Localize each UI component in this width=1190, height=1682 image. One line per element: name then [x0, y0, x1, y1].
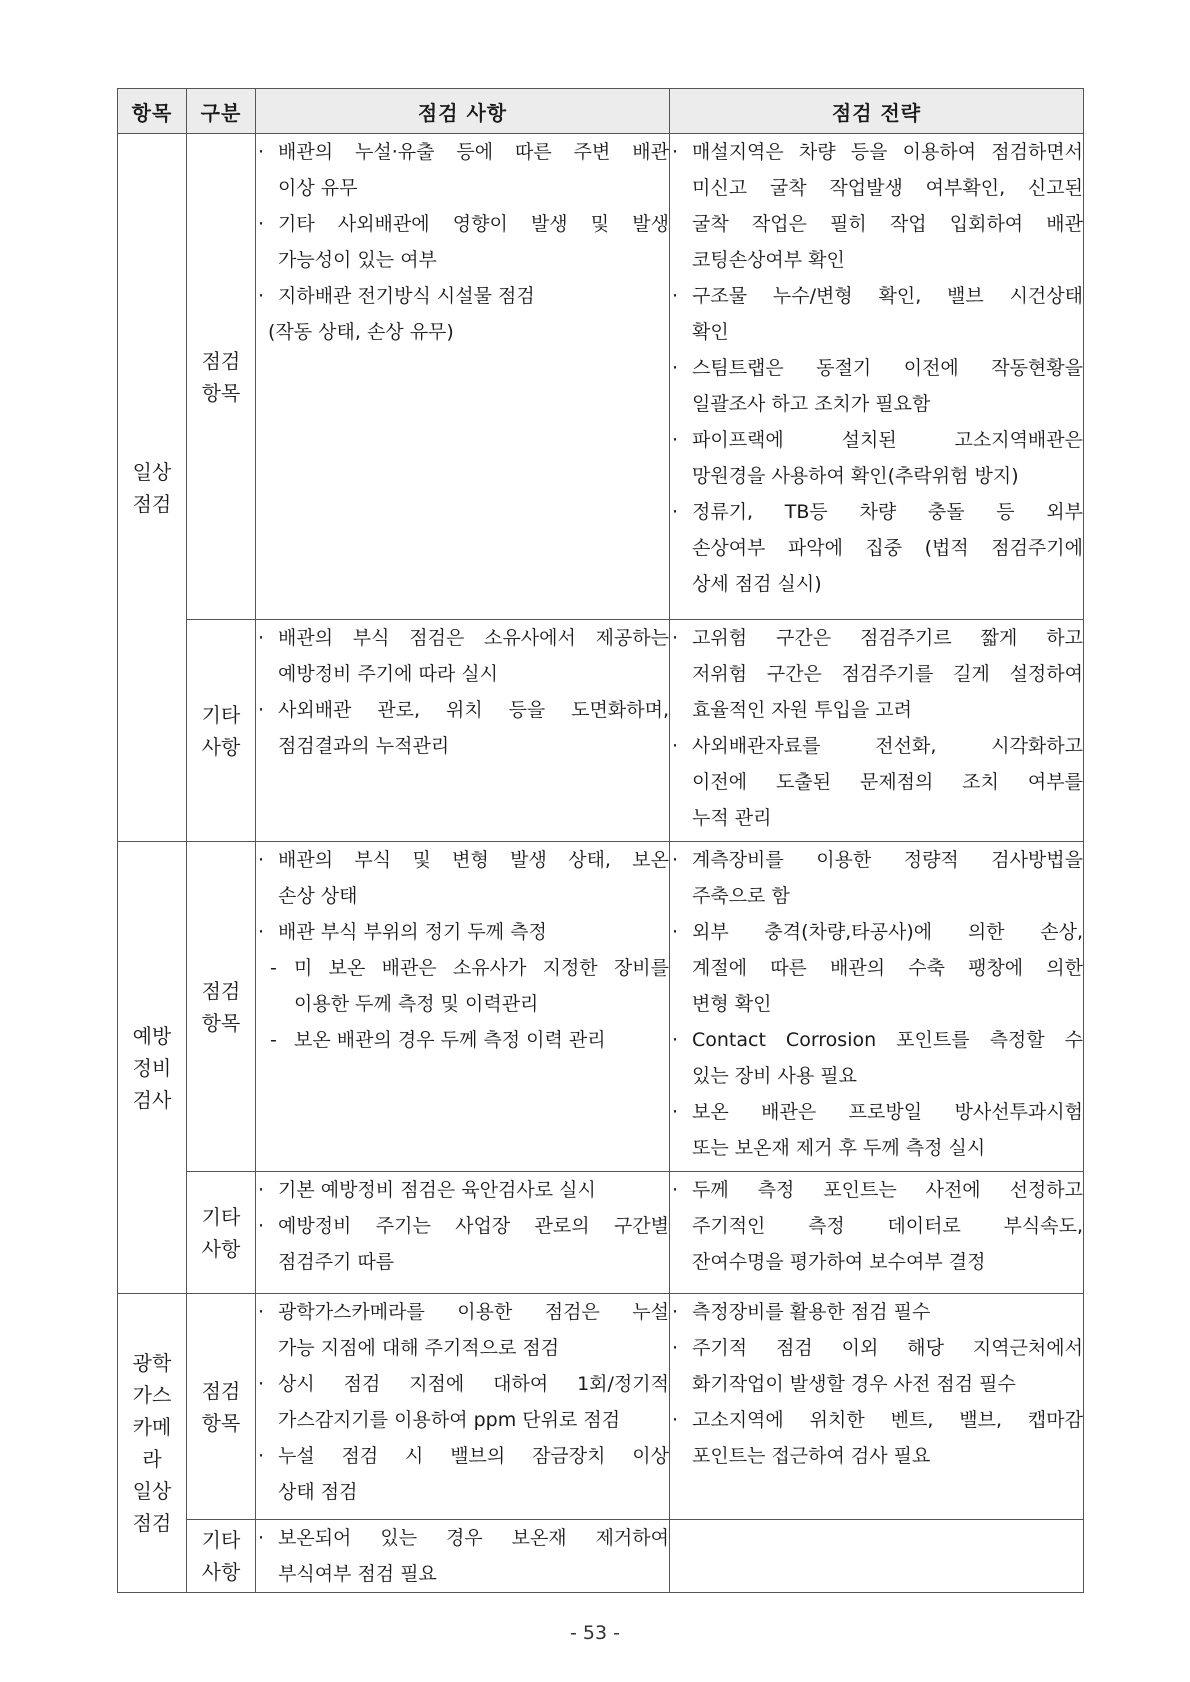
check-items-cell: [256, 1172, 670, 1294]
item-text: 손상 상태: [278, 885, 358, 907]
inspection-table: [117, 88, 1084, 1593]
item-line: [256, 656, 669, 692]
division-label: 기타: [201, 702, 241, 727]
item-line: [256, 1208, 669, 1244]
item-text: 계측장비를 이용한 정량적 검사방법을: [692, 849, 1083, 871]
item-line: [670, 1172, 1083, 1208]
category-label: 일상: [132, 1479, 172, 1503]
item-line: [670, 1058, 1083, 1094]
item-line: [256, 1022, 669, 1058]
item-text: 보온 배관은 프로방일 방사선투과시험: [692, 1101, 1083, 1123]
table-row: [118, 620, 1084, 842]
category-label: 예방: [132, 1023, 172, 1048]
table-body: [118, 134, 1084, 1593]
item-text: 점검결과의 누적관리: [278, 735, 450, 757]
category-label: 일상: [132, 459, 172, 484]
dot-bullet: ·: [258, 1445, 265, 1467]
item-text: Contact Corrosion 포인트를 측정할 수: [692, 1029, 1083, 1051]
item-line: [670, 134, 1083, 170]
dot-bullet: ·: [258, 285, 265, 307]
item-text: 배관의 누설·유출 등에 따른 주변 배관: [278, 141, 669, 163]
item-line: [670, 458, 1083, 494]
dot-bullet: ·: [672, 849, 679, 871]
item-text: 측정장비를 활용한 점검 필수: [692, 1301, 931, 1323]
item-line: [256, 986, 669, 1022]
item-line: [256, 278, 669, 314]
item-line: [670, 170, 1083, 206]
item-line: [670, 350, 1083, 386]
item-line: [670, 692, 1083, 728]
table-row: [118, 1520, 1084, 1593]
header-strategy: 점검 전략: [670, 89, 1084, 134]
division-label: 점검: [201, 348, 241, 373]
item-text: 예방정비 주기는 사업장 관로의 구간별: [278, 1215, 669, 1237]
dot-bullet: ·: [672, 141, 679, 163]
item-text: 예방정비 주기에 따라 실시: [278, 663, 499, 685]
division-cell: [187, 134, 256, 620]
item-line: [670, 1130, 1083, 1166]
dot-bullet: ·: [672, 921, 679, 943]
dash-bullet: -: [270, 957, 277, 979]
dot-bullet: ·: [672, 285, 679, 307]
item-line: [670, 1294, 1083, 1330]
item-text: 상태 점검: [278, 1481, 358, 1503]
dot-bullet: ·: [258, 1179, 265, 1201]
item-text: 배관의 부식 점검은 소유사에서 제공하는: [278, 627, 669, 649]
division-label: 사항: [201, 1560, 241, 1584]
check-items-cell: [256, 134, 670, 620]
item-line: [670, 728, 1083, 764]
item-text: 망원경을 사용하여 확인(추락위험 방지): [692, 465, 1019, 487]
item-line: [670, 206, 1083, 242]
item-line: [670, 1438, 1083, 1474]
category-label: 점검: [132, 1511, 172, 1535]
item-text: 굴착 작업은 필히 작업 입회하여 배관: [692, 213, 1083, 235]
item-text: (작동 상태, 손상 유무): [268, 321, 454, 343]
item-text: 두께 측정 포인트는 사전에 선정하고: [692, 1179, 1083, 1201]
item-line: [256, 1402, 669, 1438]
dot-bullet: ·: [672, 501, 679, 523]
item-line: [256, 620, 669, 656]
item-line: [670, 242, 1083, 278]
category-cell: [118, 1294, 187, 1593]
item-text: 이상 유무: [278, 177, 358, 199]
strategy-cell: [670, 1172, 1084, 1294]
category-label: 라: [142, 1447, 162, 1471]
item-text: 포인트는 접근하여 검사 필요: [692, 1445, 931, 1467]
item-text: 고소지역에 위치한 벤트, 밸브, 캡마감: [692, 1409, 1083, 1431]
item-line: [670, 494, 1083, 530]
item-text: 사외배관 관로, 위치 등을 도면화하며,: [278, 699, 669, 721]
item-line: [256, 1474, 669, 1510]
item-text: 고위험 구간은 점검주기르 짧게 하고: [692, 627, 1083, 649]
dot-bullet: ·: [258, 627, 265, 649]
item-text: 주축으로 함: [692, 885, 790, 907]
division-label: 사항: [201, 1236, 241, 1261]
item-text: 점검주기 따름: [278, 1251, 395, 1273]
division-label: 점검: [201, 978, 241, 1003]
item-text: 광학가스카메라를 이용한 점검은 누설: [278, 1301, 669, 1323]
item-line: [670, 950, 1083, 986]
division-cell: [187, 842, 256, 1172]
item-text: 확인: [692, 321, 729, 343]
item-text: 미신고 굴착 작업발생 여부확인, 신고된: [692, 177, 1083, 199]
item-text: 일괄조사 하고 조치가 필요함: [692, 393, 931, 415]
item-text: 주기적인 측정 데이터로 부식속도,: [692, 1215, 1083, 1237]
item-line: [670, 422, 1083, 458]
item-line: [256, 170, 669, 206]
category-label: 가스: [132, 1383, 172, 1407]
item-line: [670, 1330, 1083, 1366]
item-text: 보온 배관의 경우 두께 측정 이력 관리: [294, 1029, 606, 1051]
division-cell: [187, 620, 256, 842]
header-category: 항목: [118, 89, 187, 134]
item-line: [670, 620, 1083, 656]
item-line: [670, 1402, 1083, 1438]
page-number: - 53 -: [570, 1622, 620, 1644]
dot-bullet: ·: [672, 1409, 679, 1431]
item-text: 기타 사외배관에 영향이 발생 및 발생: [278, 213, 669, 235]
strategy-cell: [670, 842, 1084, 1172]
division-cell: [187, 1294, 256, 1520]
item-line: [670, 566, 1083, 602]
item-text: 손상여부 파악에 집중 (법적 점검주기에: [692, 537, 1083, 559]
strategy-cell: [670, 1520, 1084, 1593]
item-text: 기본 예방정비 점검은 육안검사로 실시: [278, 1179, 596, 1201]
item-text: 부식여부 점검 필요: [278, 1563, 437, 1585]
item-line: [256, 950, 669, 986]
item-line: [670, 1208, 1083, 1244]
item-line: [670, 914, 1083, 950]
item-text: 누적 관리: [692, 807, 772, 829]
dot-bullet: ·: [672, 1029, 679, 1051]
dot-bullet: ·: [672, 429, 679, 451]
dot-bullet: ·: [258, 699, 265, 721]
item-text: 상세 점검 실시): [692, 573, 822, 595]
strategy-cell: [670, 620, 1084, 842]
dot-bullet: ·: [672, 1101, 679, 1123]
item-text: 외부 충격(차량,타공사)에 의한 손상,: [692, 921, 1083, 943]
item-line: [256, 842, 669, 878]
table-row: [118, 842, 1084, 1172]
item-text: 누설 점검 시 밸브의 잠금장치 이상: [278, 1445, 669, 1467]
item-text: 저위험 구간은 점검주기를 길게 설정하여: [692, 663, 1083, 685]
strategy-cell: [670, 1294, 1084, 1520]
dot-bullet: ·: [258, 921, 265, 943]
item-text: 매설지역은 차량 등을 이용하여 점검하면서: [692, 141, 1083, 163]
division-label: 기타: [201, 1204, 241, 1229]
category-label: 검사: [132, 1087, 172, 1112]
item-text: 배관 부식 부위의 정기 두께 측정: [278, 921, 547, 943]
item-text: 있는 장비 사용 필요: [692, 1065, 857, 1087]
item-text: 정류기, TB등 차량 충돌 등 외부: [692, 501, 1083, 523]
item-text: 배관의 부식 및 변형 발생 상태, 보온: [278, 849, 669, 871]
item-text: 효율적인 자원 투입을 고려: [692, 699, 913, 721]
item-line: [670, 986, 1083, 1022]
dot-bullet: ·: [672, 1179, 679, 1201]
item-text: 사외배관자료를 전선화, 시각화하고: [692, 735, 1083, 757]
item-text: 이전에 도출된 문제점의 조치 여부를: [692, 771, 1083, 793]
item-line: [256, 692, 669, 728]
item-line: [256, 1172, 669, 1208]
item-text: 가능 지점에 대해 주기적으로 점검: [278, 1337, 560, 1359]
dot-bullet: ·: [258, 213, 265, 235]
item-text: 미 보온 배관은 소유사가 지정한 장비를: [294, 957, 669, 979]
dash-bullet: -: [270, 1029, 277, 1051]
item-line: [670, 314, 1083, 350]
division-cell: [187, 1172, 256, 1294]
dot-bullet: ·: [672, 1301, 679, 1323]
item-line: [256, 242, 669, 278]
item-text: 지하배관 전기방식 시설물 점검: [278, 285, 535, 307]
item-text: 가스감지기를 이용하여 ppm 단위로 점검: [278, 1409, 621, 1431]
item-text: 가능성이 있는 여부: [278, 249, 437, 271]
item-text: 파이프랙에 설치된 고소지역배관은: [692, 429, 1083, 451]
dot-bullet: ·: [258, 1301, 265, 1323]
category-label: 광학: [132, 1351, 172, 1375]
dot-bullet: ·: [258, 141, 265, 163]
item-text: 코팅손상여부 확인: [692, 249, 845, 271]
item-line: [256, 314, 669, 350]
item-text: 구조물 누수/변형 확인, 밸브 시건상태: [692, 285, 1083, 307]
dot-bullet: ·: [672, 357, 679, 379]
table-row: [118, 1172, 1084, 1294]
dot-bullet: ·: [258, 1527, 265, 1549]
item-text: 화기작업이 발생할 경우 사전 점검 필수: [692, 1373, 1016, 1395]
item-line: [256, 1330, 669, 1366]
category-label: 정비: [132, 1055, 172, 1080]
item-line: [256, 878, 669, 914]
item-line: [256, 1294, 669, 1330]
item-line: [670, 764, 1083, 800]
item-line: [256, 206, 669, 242]
item-line: [670, 1244, 1083, 1280]
category-cell: [118, 842, 187, 1294]
dot-bullet: ·: [258, 1373, 265, 1395]
division-label: 기타: [201, 1528, 241, 1552]
division-label: 항목: [201, 1410, 241, 1435]
dot-bullet: ·: [672, 735, 679, 757]
category-label: 점검: [132, 491, 172, 516]
item-line: [256, 1366, 669, 1402]
item-text: 보온되어 있는 경우 보온재 제거하여: [278, 1527, 669, 1549]
item-line: [670, 530, 1083, 566]
division-label: 점검: [201, 1378, 241, 1403]
item-text: 변형 확인: [692, 993, 772, 1015]
header-division: 구분: [187, 89, 256, 134]
table-row: [118, 1294, 1084, 1520]
check-items-cell: [256, 620, 670, 842]
dot-bullet: ·: [258, 1215, 265, 1237]
category-cell: [118, 134, 187, 842]
item-line: [256, 1556, 669, 1592]
item-line: [256, 134, 669, 170]
table-row: [118, 134, 1084, 620]
division-label: 항목: [201, 380, 241, 405]
division-label: 사항: [201, 734, 241, 759]
item-line: [670, 878, 1083, 914]
check-items-cell: [256, 1294, 670, 1520]
item-line: [670, 656, 1083, 692]
dot-bullet: ·: [672, 1337, 679, 1359]
item-line: [670, 1022, 1083, 1058]
check-items-cell: [256, 1520, 670, 1593]
item-line: [256, 1438, 669, 1474]
item-line: [256, 1520, 669, 1556]
division-label: 항목: [201, 1010, 241, 1035]
item-line: [670, 1094, 1083, 1130]
check-items-cell: [256, 842, 670, 1172]
dot-bullet: ·: [672, 627, 679, 649]
item-line: [670, 842, 1083, 878]
item-line: [670, 278, 1083, 314]
table-header-row: [118, 89, 1084, 134]
item-line: [256, 1244, 669, 1280]
item-line: [256, 728, 669, 764]
item-line: [670, 386, 1083, 422]
item-text: 이용한 두께 측정 및 이력관리: [294, 993, 539, 1015]
header-check-items: 점검 사항: [256, 89, 670, 134]
item-text: 또는 보온재 제거 후 두께 측정 실시: [692, 1137, 986, 1159]
strategy-cell: [670, 134, 1084, 620]
item-text: 잔여수명을 평가하여 보수여부 결정: [692, 1251, 986, 1273]
division-cell: [187, 1520, 256, 1593]
item-line: [670, 1366, 1083, 1402]
item-text: 상시 점검 지점에 대하여 1회/정기적: [278, 1373, 669, 1395]
item-text: 주기적 점검 이외 해당 지역근처에서: [692, 1337, 1083, 1359]
category-label: 카메: [132, 1415, 172, 1439]
item-line: [256, 914, 669, 950]
dot-bullet: ·: [258, 849, 265, 871]
item-text: 계절에 따른 배관의 수축 팽창에 의한: [692, 957, 1083, 979]
item-text: 스팀트랩은 동절기 이전에 작동현황을: [692, 357, 1083, 379]
item-line: [670, 800, 1083, 836]
